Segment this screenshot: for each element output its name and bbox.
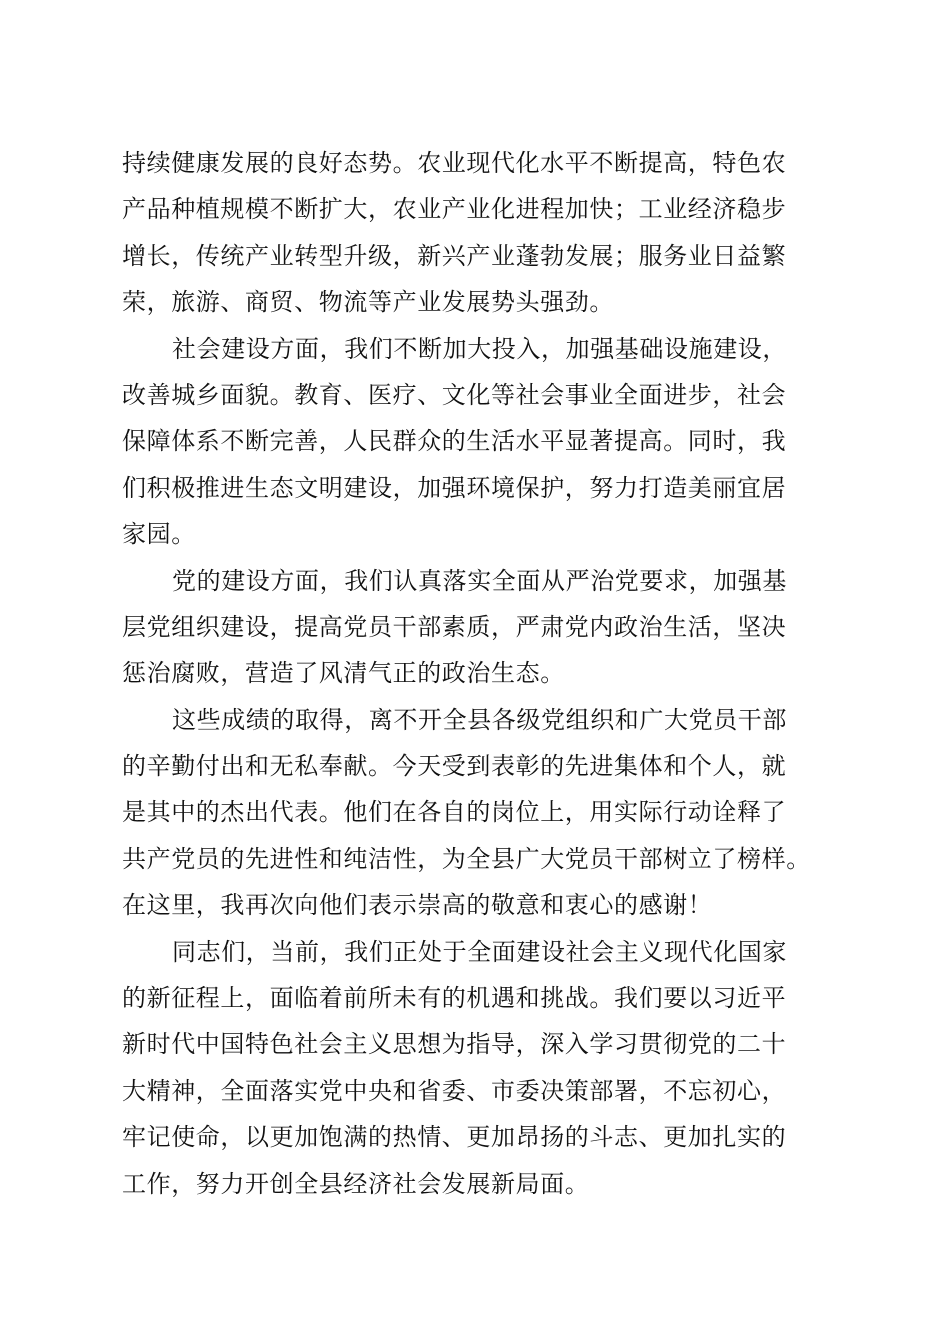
text-line: 新时代中国特色社会主义思想为指导，深入学习贯彻党的二十 [122,1030,787,1059]
paragraph-first-line: 党的建设方面，我们认真落实全面从严治党要求，加强基 [172,566,787,595]
text-line: 是其中的杰出代表。他们在各自的岗位上，用实际行动诠释了 [122,798,787,827]
text-line: 增长，传统产业转型升级，新兴产业蓬勃发展；服务业日益繁 [122,241,787,270]
text-line: 层党组织建设，提高党员干部素质，严肃党内政治生活，坚决 [122,612,787,641]
text-line: 牢记使命，以更加饱满的热情、更加昂扬的斗志、更加扎实的 [122,1123,787,1152]
text-line: 惩治腐败，营造了风清气正的政治生态。 [122,659,565,688]
text-line: 家园。 [122,520,196,549]
text-line: 的辛勤付出和无私奉献。今天受到表彰的先进集体和个人，就 [122,752,787,781]
paragraph-first-line: 这些成绩的取得，离不开全县各级党组织和广大党员干部 [172,705,787,734]
text-line: 在这里，我再次向他们表示崇高的敬意和衷心的感谢！ [122,891,713,920]
document-body [122,140,842,1207]
paragraph-first-line: 社会建设方面，我们不断加大投入，加强基础设施建设， [172,334,787,363]
text-line: 工作，努力开创全县经济社会发展新局面。 [122,1169,590,1198]
text-line: 的新征程上，面临着前所未有的机遇和挑战。我们要以习近平 [122,984,787,1013]
paragraph-first-line: 同志们，当前，我们正处于全面建设社会主义现代化国家 [172,937,787,966]
text-line: 保障体系不断完善，人民群众的生活水平显著提高。同时，我 [122,427,787,456]
text-line: 持续健康发展的良好态势。农业现代化水平不断提高，特色农 [122,149,787,177]
text-line: 荣，旅游、商贸、物流等产业发展势头强劲。 [122,288,614,317]
text-line: 产品种植规模不断扩大，农业产业化进程加快；工业经济稳步 [122,195,787,224]
text-line: 们积极推进生态文明建设，加强环境保护，努力打造美丽宜居 [122,473,787,502]
text-line: 共产党员的先进性和纯洁性，为全县广大党员干部树立了榜样。 [122,844,811,873]
text-line: 改善城乡面貌。教育、医疗、文化等社会事业全面进步，社会 [122,380,787,409]
text-line: 大精神，全面落实党中央和省委、市委决策部署，不忘初心， [122,1076,787,1105]
